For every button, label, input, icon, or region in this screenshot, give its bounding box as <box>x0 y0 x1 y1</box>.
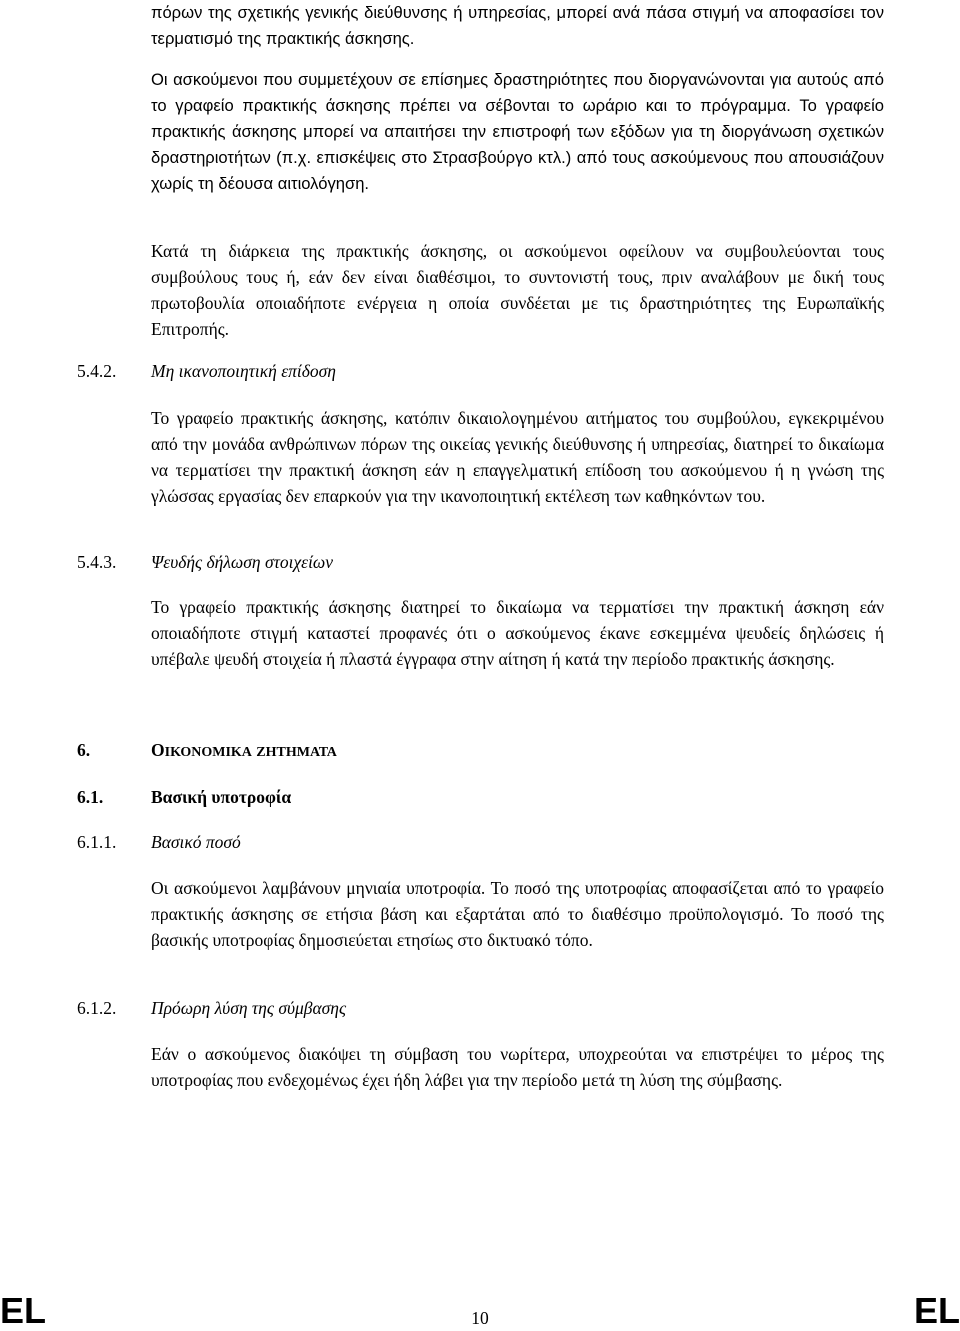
heading-title: Ψευδής δήλωση στοιχείων <box>151 552 334 572</box>
heading-rest-of-word: ΙΚΟΝΟΜΙΚΑ <box>164 745 252 760</box>
footer-language-right: EL <box>913 1290 960 1331</box>
paragraph-false-declaration: Το γραφείο πρακτικής άσκησης διατηρεί το δικαίωμα να τερματίσει την πρακτική άσκηση εάν οποιαδήποτε στιγμή καταστεί προφανές ότι ο ασκούμενος έκανε εσκεμμένα ψευδείς δηλώσεις ή υπέβαλε ψευδή στοιχεία ή πλαστά έγγραφα στην αίτηση ή κατά την περίοδο πρακτικής άσκησης. <box>151 597 884 669</box>
heading-number: 6.1. <box>77 787 104 807</box>
paragraph-consult-advisers: Κατά τη διάρκεια της πρακτικής άσκησης, οι ασκούμενοι οφείλουν να συμβουλεύονται τους συμβούλους τους ή, εάν δεν είναι διαθέσιμοι, το συντονιστή τους, πριν αναλάβουν με δική τους πρωτοβουλία οποιαδήποτε ενέργεια η οποία συνδέεται με τις δραστηριότητες της Ευρωπαϊκής Επιτροπής. <box>151 241 884 339</box>
heading-number: 5.4.3. <box>77 552 117 572</box>
footer-language-left: EL <box>0 1290 47 1331</box>
heading-title <box>151 737 337 766</box>
heading-title: Μη ικανοποιητική επίδοση <box>151 361 336 381</box>
paragraph-monthly-grant: Οι ασκούμενοι λαμβάνουν μηνιαία υποτροφία. Το ποσό της υποτροφίας αποφασίζεται από το γραφείο πρακτικής άσκησης σε ετήσια βάση και εξαρτάται από το διαθέσιμο προϋπολογισμό. Το ποσό της βασικής υποτροφίας δημοσιεύεται ετησίως στο δικτυακό τόπο. <box>151 878 884 950</box>
heading-title: Βασική υποτροφία <box>151 787 292 807</box>
heading-number: 6.1.2. <box>77 998 117 1018</box>
heading-number: 6. <box>77 740 91 760</box>
paragraph-termination-decision: πόρων της σχετικής γενικής διεύθυνσης ή υπηρεσίας, μπορεί ανά πάσα στιγμή να αποφασίσει τον τερματισμό της πρακτικής άσκησης. <box>151 3 884 48</box>
heading-first-letter: Ο <box>151 740 165 760</box>
heading-title: Πρόωρη λύση της σύμβασης <box>151 998 347 1018</box>
paragraph-unsatisfactory-performance: Το γραφείο πρακτικής άσκησης, κατόπιν δικαιολογημένου αιτήματος του συμβούλου, εγκεκριμένου από την μονάδα ανθρώπινων πόρων της οικείας γενικής διεύθυνσης ή υπηρεσίας, διατηρεί το δικαίωμα να τερματίσει την πρακτική άσκηση εάν η επαγγελματική επίδοση του ασκούμενου ή η γνώση της γλώσσας εργασίας δεν επαρκούν για την ικανοποιητική εκτέλεση των καθηκόντων του. <box>151 408 884 506</box>
page-number: 10 <box>471 1308 489 1328</box>
heading-number: 5.4.2. <box>77 361 117 381</box>
heading-second-word: ΖΗΤΗΜΑΤΑ <box>256 745 337 760</box>
paragraph-official-activities: Οι ασκούμενοι που συμμετέχουν σε επίσημες δραστηριότητες που διοργανώνονται για αυτούς από το γραφείο πρακτικής άσκησης πρέπει να σέβονται το ωράριο και το πρόγραμμα. Το γραφείο πρακτικής άσκησης μπορεί να απαιτήσει την επιστροφή των εξόδων για τη διοργάνωση σχετικών δραστηριοτήτων (π.χ. επισκέψεις στο Στρασβούργο κτλ.) από τους ασκούμενους που απουσιάζουν χωρίς τη δέουσα αιτιολόγηση. <box>151 70 884 193</box>
heading-title: Βασικό ποσό <box>151 832 241 852</box>
heading-number: 6.1.1. <box>77 832 117 852</box>
paragraph-early-termination: Εάν ο ασκούμενος διακόψει τη σύμβαση του νωρίτερα, υποχρεούται να επιστρέψει το μέρος της υποτροφίας που ενδεχομένως έχει ήδη λάβει για την περίοδο μετά τη λύση της σύμβασης. <box>151 1044 884 1090</box>
